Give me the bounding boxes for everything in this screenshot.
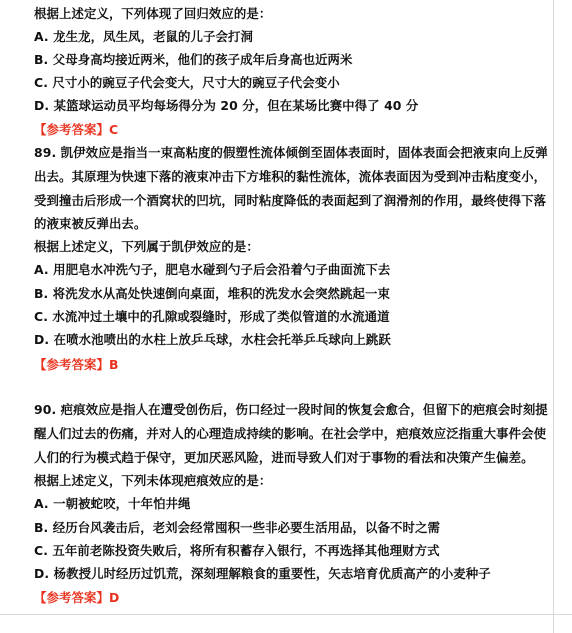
q89-answer: 【参考答案】B: [34, 357, 119, 372]
q88-prompt: 根据上述定义，下列体现了回归效应的是：: [34, 6, 272, 21]
q89-option-c: C. 水流冲过土壤中的孔隙或裂缝时，形成了类似管道的水流通道: [34, 309, 390, 324]
q88-option-d: D. 某篮球运动员平均每场得分为 20 分，但在某场比赛中得了 40 分: [34, 98, 419, 113]
q90-option-c: C. 五年前老陈投资失败后，将所有积蓄存入银行，不再选择其他理财方式: [34, 543, 440, 558]
q89-body-line-3: 受到撞击后形成一个酒窝状的凹坑，同时粘度降低的表面起到了润滑剂的作用，最终使得下落: [34, 193, 547, 208]
q90-answer: 【参考答案】D: [34, 590, 120, 605]
q88-option-b: B. 父母身高均接近两米，他们的孩子成年后身高也近两米: [34, 52, 353, 67]
q90-body-line-1: 90. 疤痕效应是指人在遭受创伤后，伤口经过一段时间的恢复会愈合，但留下的疤痕会时刻提: [34, 402, 548, 417]
q90-option-d: D. 杨教授儿时经历过饥荒，深刻理解粮食的重要性，矢志培育优质高产的小麦种子: [34, 566, 491, 581]
q90-body-line-3: 人们的行为模式趋于保守，更加厌恶风险，进而导致人们对于事物的看法和决策产生偏差。: [34, 450, 534, 465]
q90-prompt: 根据上述定义，下列未体现疤痕效应的是：: [34, 473, 272, 488]
q89-option-a: A. 用肥皂水冲洗勺子，肥皂水碰到勺子后会沿着勺子曲面流下去: [34, 262, 391, 277]
page-edge-bottom: [0, 614, 572, 615]
q89-body-line-2: 出去。其原理为快速下落的液束冲击下方堆积的黏性流体，流体表面因为受到冲击粘度变小，: [34, 169, 547, 184]
q88-answer: 【参考答案】C: [34, 122, 119, 137]
q90-option-a: A. 一朝被蛇咬，十年怕井绳: [34, 496, 191, 511]
q89-option-b: B. 将洗发水从高处快速倒向桌面，堆积的洗发水会突然跳起一束: [34, 286, 391, 301]
q89-body-line-1: 89. 凯伊效应是指当一束高粘度的假塑性流体倾倒至固体表面时，固体表面会把液束向上反弹: [34, 145, 548, 160]
q90-option-b: B. 经历台风袭击后，老刘会经常囤积一些非必要生活用品，以备不时之需: [34, 520, 440, 535]
q89-body-line-4: 的液束被反弹出去。: [34, 216, 147, 231]
page-edge-right: [553, 0, 554, 633]
q89-option-d: D. 在喷水池喷出的水柱上放乒乓球，水柱会托举乒乓球向上跳跃: [34, 332, 391, 347]
q89-prompt: 根据上述定义，下列属于凯伊效应的是：: [34, 239, 259, 254]
q88-option-a: A. 龙生龙，凤生凤，老鼠的儿子会打洞: [34, 29, 253, 44]
q90-body-line-2: 醒人们过去的伤痛，并对人的心理造成持续的影响。在社会学中，疤痕效应泛指重大事件会使: [34, 426, 547, 441]
q88-option-c: C. 尺寸小的豌豆子代会变大，尺寸大的豌豆子代会变小: [34, 75, 340, 90]
